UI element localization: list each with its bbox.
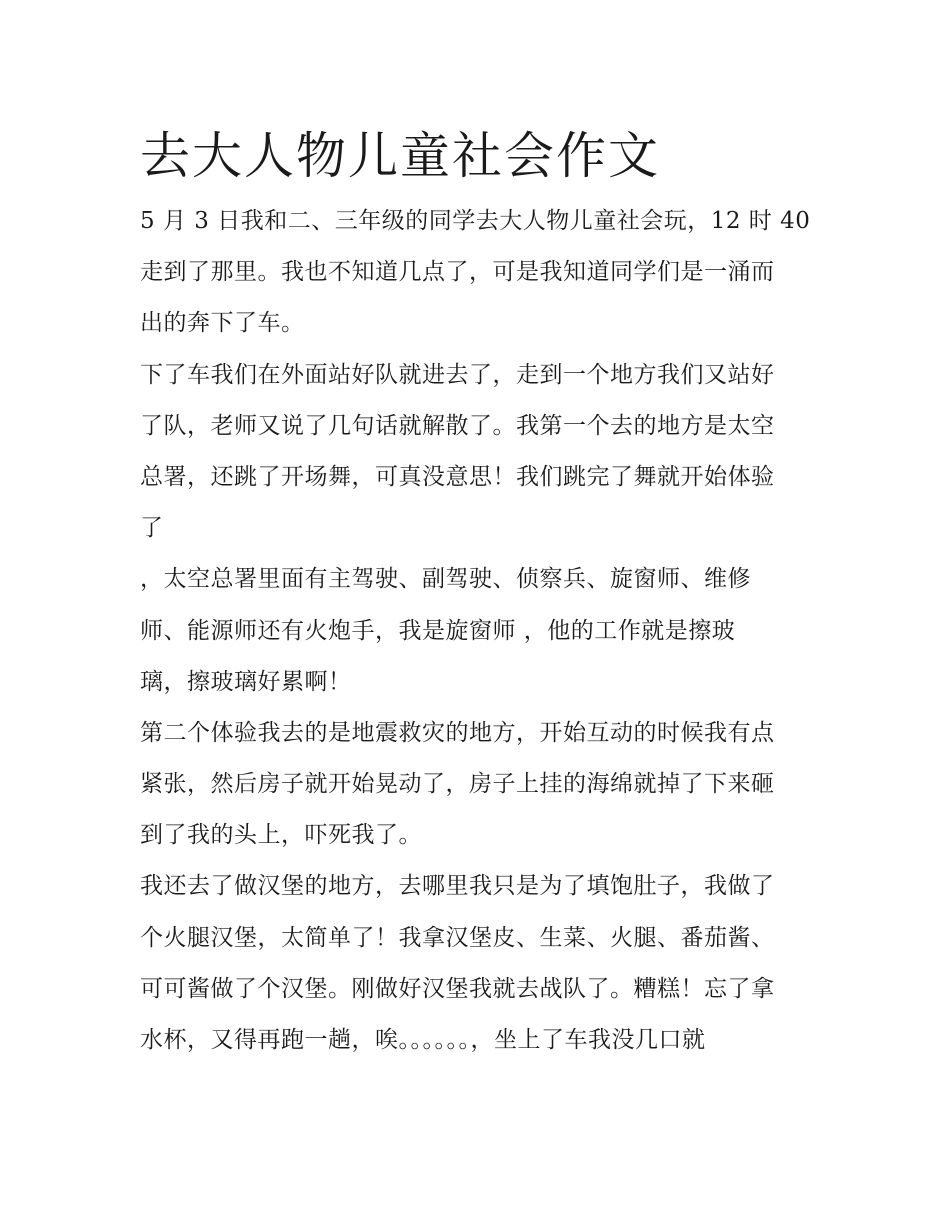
text-line: 第二个体验我去的是地震救灾的地方，开始互动的时候我有点 bbox=[140, 719, 775, 746]
text-line: 5 月 3 日我和二、三年级的同学去大人物儿童社会玩，12 时 40 bbox=[140, 208, 811, 234]
text-line: 紧张，然后房子就开始晃动了，房子上挂的海绵就掉了下来砸 bbox=[140, 771, 775, 798]
text-line: ，太空总署里面有主驾驶、副驾驶、侦察兵、旋窗师、维修 bbox=[140, 566, 751, 593]
text-line: 我还去了做汉堡的地方，去哪里我只是为了填饱肚子，我做了 bbox=[140, 873, 775, 900]
text-line: 师、能源师还有火炮手，我是旋窗师 ，他的工作就是擦玻 bbox=[140, 617, 736, 644]
text-line: 了 bbox=[140, 515, 164, 542]
text-line: 个火腿汉堡，太简单了！我拿汉堡皮、生菜、火腿、番茄酱、 bbox=[140, 924, 775, 951]
text-line: 水杯，又得再跑一趟，唉。。。。。。，坐上了车我没几口就 bbox=[140, 1027, 706, 1053]
text-line: 可可酱做了个汉堡。刚做好汉堡我就去战队了。糟糕！忘了拿 bbox=[140, 975, 775, 1002]
text-line: 到了我的头上，吓死我了。 bbox=[140, 822, 422, 849]
text-line: 出的奔下了车。 bbox=[140, 310, 305, 337]
document-title: 去大人物儿童社会作文 bbox=[140, 127, 660, 185]
document-body bbox=[140, 196, 830, 1066]
text-line: 了队，老师又说了几句话就解散了。我第一个去的地方是太空 bbox=[140, 412, 775, 439]
text-line: 总署，还跳了开场舞，可真没意思！我们跳完了舞就开始体验 bbox=[140, 463, 775, 490]
text-line: 璃，擦玻璃好累啊！ bbox=[140, 668, 352, 695]
text-line: 走到了那里。我也不知道几点了，可是我知道同学们是一涌而 bbox=[140, 259, 775, 286]
text-line: 下了车我们在外面站好队就进去了，走到一个地方我们又站好 bbox=[140, 361, 775, 388]
